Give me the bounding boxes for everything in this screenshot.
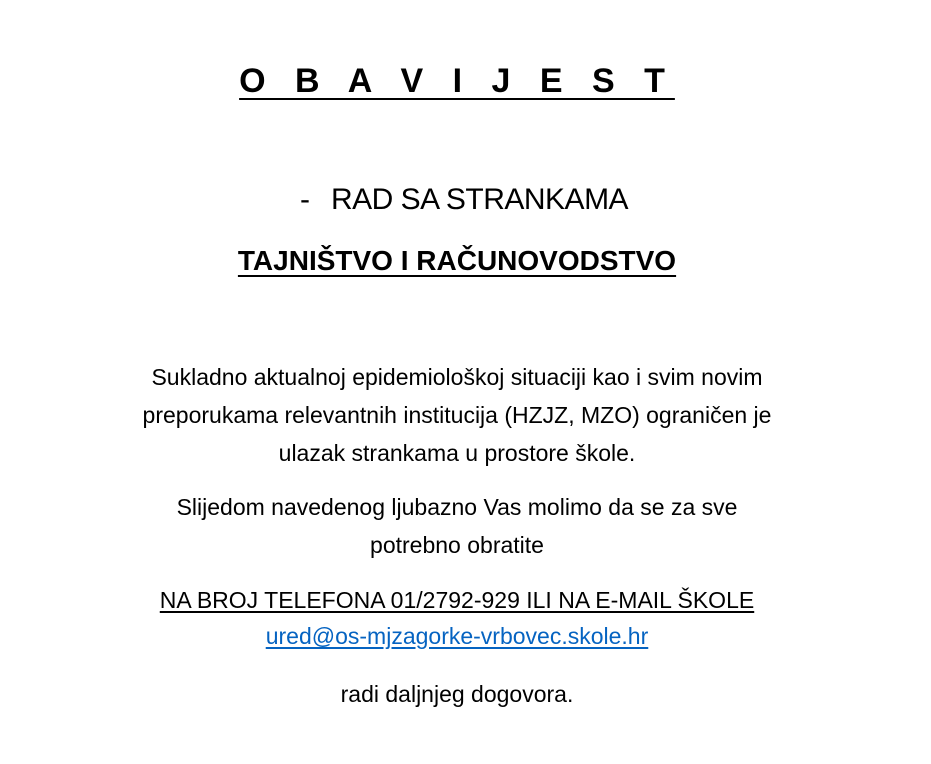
paragraph-line: preporukama relevantnih institucija (HZJZ, MZO) ograničen je — [142, 402, 772, 428]
paragraph-request — [0, 488, 914, 564]
paragraph-line: Slijedom navedenog ljubazno Vas molimo da se za sve — [176, 494, 738, 520]
paragraph-line: Sukladno aktualnoj epidemiološkoj situaciji kao i svim novim — [151, 364, 763, 390]
email-link[interactable]: ured@os-mjzagorke-vrbovec.skole.hr — [265, 623, 649, 649]
subtitle-dash: - — [300, 183, 310, 216]
department-heading: TAJNIŠTVO I RAČUNOVODSTVO — [237, 245, 677, 276]
contact-block — [0, 582, 914, 654]
paragraph-restriction — [0, 358, 914, 472]
phone-line: NA BROJ TELEFONA 01/2792-929 ILI NA E-MAIL ŠKOLE — [159, 587, 755, 613]
notice-subtitle: RAD SA STRANKAMA — [331, 183, 629, 216]
paragraph-line: ulazak strankama u prostore škole. — [278, 440, 636, 466]
notice-title: O B A V I J E S T — [239, 62, 675, 100]
paragraph-line: potrebno obratite — [370, 532, 544, 558]
closing-line: radi daljnjeg dogovora. — [340, 681, 574, 707]
